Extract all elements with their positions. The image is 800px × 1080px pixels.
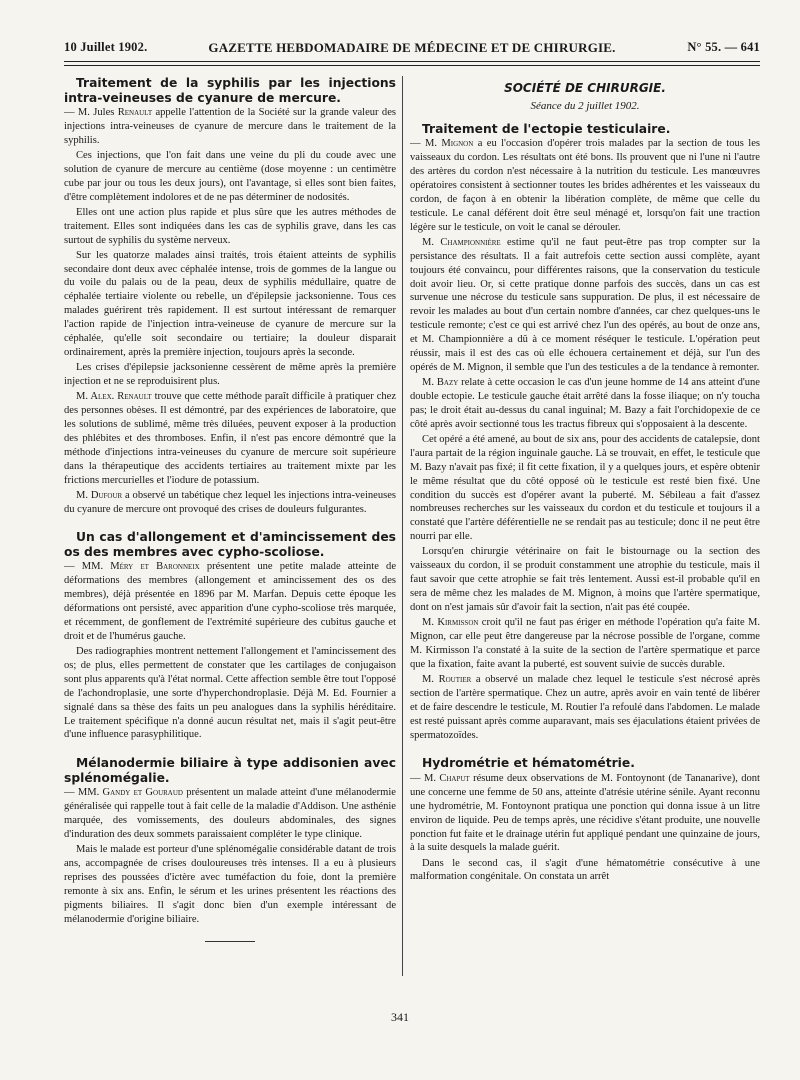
article-paragraph: — M. Mignon a eu l'occasion d'opérer trois malades par la section de tous les vaisseaux du cordon. Les résultats ont été bons. Ils prouvent que ni l'une ni l'autre des artères du cordon n'est nécessaire à la nutrition du testicule. Les manœuvres opératoires consistent à sectionner toutes les brides adhérentes et les vaisseaux du cordon, de façon à en obtenir la libération complète, de même que celle du testicule. Le canal déférent doit être seul ménagé et, lorsqu'on fait une traction légère sur le testicule, on voit le canal se dérouler. [410,138,761,233]
article-title-melanodermie: Mélanodermie biliaire à type addisonien avec splénomégalie. [64,756,396,785]
section-heading: SOCIÉTÉ DE CHIRURGIE. [504,81,666,95]
article-paragraph: Mais le malade est porteur d'une splénomégalie considérable datant de trois ans, accompagnée de crises douloureuses très intenses. Il a eu à plusieurs reprises des poussées d'ictère avec tuméfaction du foie, dont la première remonte à six ans. Enfin, le sérum et les urines présentent les réactions des pigments biliaires. Il s'agit donc bien d'un exemple intéressant de mélanodermie d'origine biliaire. [64,844,396,925]
header-rule [64,61,760,66]
author-name: Gandy et Gouraud [102,787,183,799]
author-name: M. Bazy [422,377,459,389]
header-title: GAZETTE HEBDOMADAIRE DE MÉDECINE ET DE CHIRURGIE. [208,40,616,55]
author-name: Méry et Baronneix [110,561,200,573]
column-divider [402,76,403,976]
author-name: Mignon [441,138,474,150]
article-paragraph: — MM. Méry et Baronneix présentent une petite malade atteinte de déformations des membres (allongement et amincissement des os des membres), déjà présentée en 1896 par M. Marfan. Depuis cette époque les déformations ont persisté, avec apparition d'une cypho-scoliose très marquée, et récemment, de gonflement de l'extrémité supérieure des cubitus gauche et droit et de l'humérus gauche. [64,561,397,642]
right-column [410,76,760,886]
article-paragraph: Elles ont une action plus rapide et plus sûre que les autres méthodes de traitement. Elles sont indiquées dans les cas de syphilis grave, dans les cas surtout de syphilis du système nerveux. [64,206,396,246]
article-paragraph: M. Routier a observé un malade chez lequel le testicule s'est nécrosé après section de l'artère spermatique. Chez un autre, après avoir en vain tenté de libérer et de faire descendre le testicule, M. Routier l'a refoulé dans l'abdomen. Le malade est resté puissant après comme auparavant, mais ses éjaculations étaient privées de spermatozoïdes. [410,673,760,741]
author-name: M. Alex. Renault [76,391,152,403]
left-column [64,76,396,942]
author-name: M. Kirmisson [422,617,479,629]
article-title-allongement: Un cas d'allongement et d'amincissement des os des membres avec cypho-scoliose. [64,530,396,559]
author-name: M. Dufour [76,489,123,501]
article-paragraph: M. Alex. Renault trouve que cette méthode paraît difficile à pratiquer chez des personnes obèses. Il est démontré, par des expériences de laboratoire, que les solutions de sublimé, même très diluées, peuvent exposer à la production des phlébites et des thromboses. Enfin, il n'est pas encore démontré que la méthode d'injections intra-veineuses du cyanure de mercure soit supérieure dans la thérapeutique des accidents tertiaires au traitement mixte par les frictions mercurielles et l'iodure de potassium. [64,391,397,486]
article-paragraph: M. Championnière estime qu'il ne faut peut-être pas trop compter sur la persistance des résultats. Il a fait autrefois cette section aussi complète, ayant toujours été convaincu, pour différentes raisons, que la conservation du testicule doit avoir lieu. Or, si cette pratique donne parfois des succès, dans un cas est survenue une nécrose du testicule sans suppuration. De plus, il est nécessaire de revoir les malades au bout d'un certain nombre d'années, car chez quelques-uns le testicule remonte; c'est ce qui est arrivé chez l'un des opérés, au bout de onze ans, et M. Championnière a dû à ce moment réséquer le testicule. L'opération peut réussir, mais il est des cas où elle échouera certainement et déjà, sur l'un des opérés de M. Mignon, il semble que l'un des testicules a de la tendance à remonter. [410,236,760,373]
header-date: 10 Juillet 1902. [64,40,148,54]
article-paragraph: — M. Chaput résume deux observations de M. Fontoynont (de Tananarive), dont une concerne une femme de 50 ans, atteinte d'atrésie utérine sénile. Ayant reconnu une hydrométrie, M. Fontoynont pratiqua une ponction qui donna issue à un litre environ de liquide. Peu de temps après, une récidive s'étant produite, une nouvelle ponction fut faite et le drainage utérin fut appliqué pendant une quinzaine de jours, à la suite desquels la malade guérit. [410,772,760,854]
article-paragraph: Lorsqu'en chirurgie vétérinaire on fait le bistournage ou la section des vaisseaux du cordon, il se produit constamment une atrophie du testicule, mais il faut savoir que cette atrophie se fait très lentement. Aussi est-il probable qu'il en sera de même chez les malades de M. Mignon, à moins que l'artère spermatique, dont on n'est jamais sûr d'avoir fait la section, n'ait pas été coupée. [410,546,760,613]
author-name: Chaput [439,772,470,784]
author-name: Renault [117,107,153,118]
article-paragraph: — M. Jules Renault appelle l'attention de la Société sur la grande valeur des injections intra-veineuses de cyanure de mercure dans le traitement de la syphilis. [64,107,396,146]
header-page-number: N° 55. — 641 [687,40,760,54]
article-paragraph: Des radiographies montrent nettement l'allongement et l'amincissement des os; de plus, elles permettent de constater que les cartilages de conjugaison sont plus apparents qu'à l'état normal. Cette affection semble être tout l'opposé de l'achondroplasie, une sorte d'hyperchondroplasie. Déjà M. Ed. Fournier a signalé dans sa thèse des faits un peu analogues dans la syphilis héréditaire. Le traitement spécifique n'a donné aucun résultat net, mais il s'agit peut-être d'une influence parasyphilitique. [64,646,396,741]
article-paragraph: Ces injections, que l'on fait dans une veine du pli du coude avec une solution de cyanure de mercure au centième (dose moyenne : un centimètre cube par jour ou tous les deux jours), ont l'avantage, si elles sont bien faites, d'être complètement indolores et de ne pas déterminer de nodosités. [64,149,396,203]
author-name: M. Championnière [422,236,501,248]
article-paragraph: Sur les quatorze malades ainsi traités, trois étaient atteints de syphilis secondaire dont deux avec céphalée intense, trois de gommes de la langue ou du voile du palais ou de la peau, deux de syphilis médullaire, quatre de céphalée tertiaire violente ou rebelle, un d'épilepsie jacksonienne. Tous ces malades guérirent très rapidement. Il est surtout intéressant de remarquer l'action rapide de l'injection intra-veineuse de cyanure de mercure sur la céphalée, qu'elle soit secondaire ou tertiaire; la douleur disparait ordinairement, après la première injection, toujours après la seconde. [64,249,396,358]
folio-number: 341 [391,1010,409,1024]
article-paragraph: — MM. Gandy et Gouraud présentent un malade atteint d'une mélanodermie généralisée qui rappelle tout à fait celle de la maladie d'Addison. Une asthénie marquée, des vomissements, des douleurs abdominales, des signes d'induration des deux sommets paraissaient compléter le type clinique. [64,787,396,841]
article-paragraph: M. Kirmisson croit qu'il ne faut pas ériger en méthode l'opération qu'a faite M. Mignon, car elle peut être dangereuse par la nécrose possible de l'organe, comme M. Kirmisson l'a constaté à la suite de la section de l'artère spermatique et parce que la fixation, faite avant la puberté, est souvent suivie de succès durable. [410,617,760,670]
article-paragraph: Cet opéré a été amené, au bout de six ans, pour des accidents de catalepsie, dont l'aura partait de la région inguinale gauche. Là se trouvait, en effet, le testicule que M. Bazy n'avait pas fixé; il fit cette fixation, il y a quelques jours, et espère obtenir le même résultat que du côté opposé où le testicule est resté bien fixé. Une condition du succès est d'opérer avant la puberté. M. Sébileau a fait d'assez nombreuses recherches sur les vaisseaux du cordon et du testicule et toujours il a constaté que l'artère déférentielle ne se rendait pas au testicule; donc il ne peut être nourri par elle. [410,433,760,543]
author-name: M. Routier [422,673,472,685]
article-paragraph: Dans le second cas, il s'agit d'une hématométrie consécutive à une malformation congénitale. On constata un arrêt [410,857,760,883]
article-paragraph: Les crises d'épilepsie jacksonienne cessèrent de même après la première injection et ne se reproduisirent plus. [64,362,396,387]
session-date: Séance du 2 juillet 1902. [530,99,640,112]
article-title-syphilis: Traitement de la syphilis par les injections intra-veineuses de cyanure de mercure. [64,76,396,105]
article-paragraph: M. Dufour a observé un tabétique chez lequel les injections intra-veineuses du cyanure de mercure ont provoqué des crises de douleurs fulgurantes. [64,489,396,515]
article-paragraph: M. Bazy relate à cette occasion le cas d'un jeune homme de 14 ans atteint d'une double ectopie. Le testicule gauche était arrêté dans la fosse iliaque; on n'y toucha pas; le droit était au-dessus du canal inguinal; M. Bazy a fait l'orchidopexie de ce côté après avoir sectionné tous les tractus fibreux qui s'opposaient à la descente. [410,377,760,430]
running-header [64,40,760,60]
article-title-hydrometrie: Hydrométrie et hématométrie. [422,756,635,771]
article-title-ectopie: Traitement de l'ectopie testiculaire. [422,121,671,136]
end-rule [205,941,255,942]
